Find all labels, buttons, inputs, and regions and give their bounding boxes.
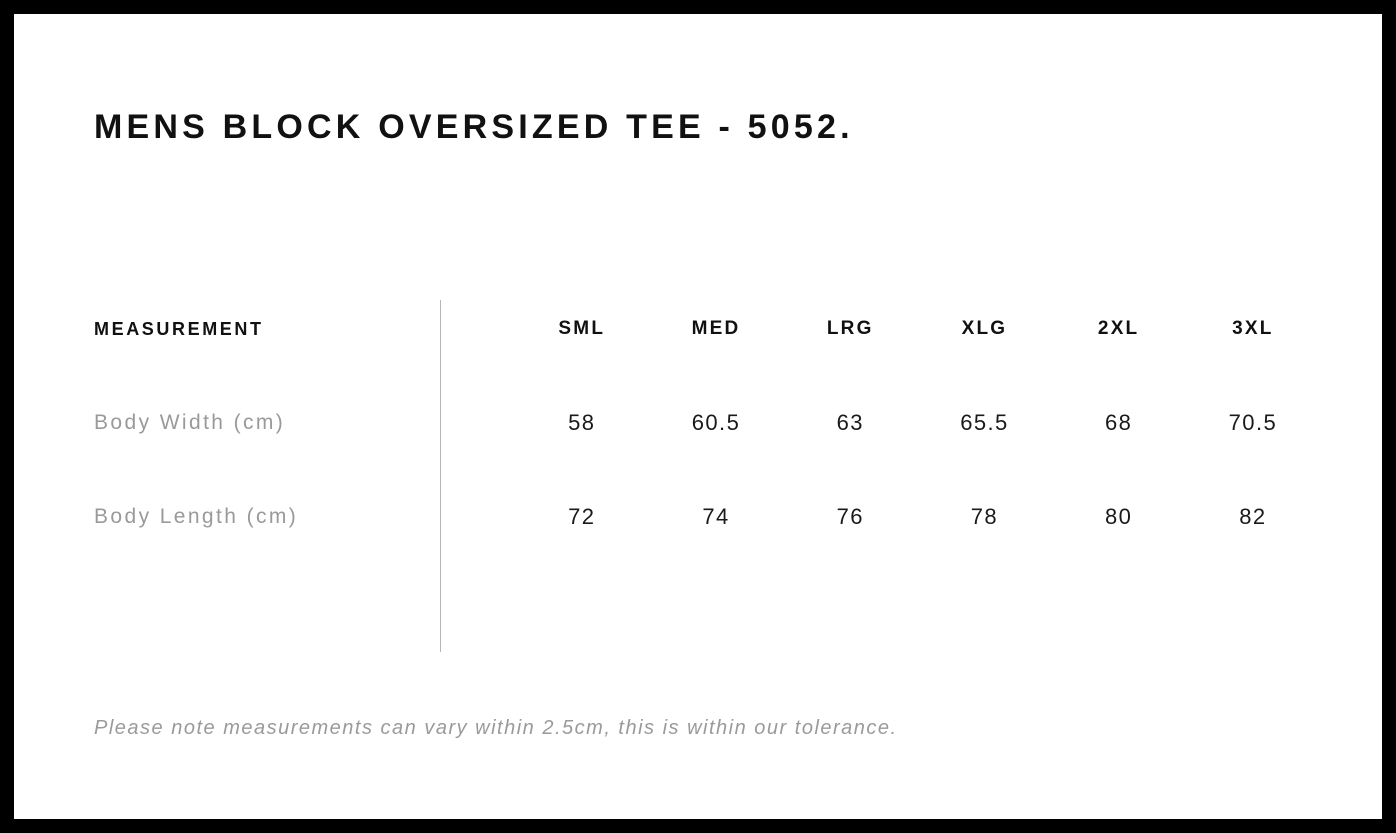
size-header-xlg: XLG	[961, 318, 1008, 339]
size-header-sml: SML	[558, 318, 606, 339]
cell-body-length-3xl: 82	[1239, 504, 1267, 529]
size-header-med: MED	[691, 318, 741, 339]
size-header-lrg: LRG	[826, 318, 874, 339]
cell-body-width-sml: 58	[568, 410, 596, 435]
page-title: MENS BLOCK OVERSIZED TEE - 5052.	[94, 108, 854, 146]
tolerance-note: Please note measurements can vary within 2.5cm, this is within our tolerance.	[94, 717, 898, 739]
cell-body-width-3xl: 70.5	[1228, 410, 1278, 435]
row-label-body-length: Body Length (cm)	[94, 505, 299, 528]
cell-body-length-xlg: 78	[970, 504, 999, 529]
column-divider	[440, 300, 441, 652]
cell-body-length-sml: 72	[568, 504, 596, 529]
cell-body-width-2xl: 68	[1105, 410, 1133, 435]
cell-body-length-2xl: 80	[1105, 504, 1133, 529]
size-chart-page	[14, 14, 1382, 819]
cell-body-length-lrg: 76	[836, 504, 864, 529]
size-header-3xl: 3XL	[1232, 318, 1274, 339]
cell-body-width-xlg: 65.5	[960, 410, 1009, 435]
size-table	[94, 282, 1320, 564]
size-table-container	[94, 282, 1324, 564]
row-label-body-width: Body Width (cm)	[94, 411, 286, 434]
measurement-header: MEASUREMENT	[94, 318, 264, 339]
table-header-row	[94, 282, 1320, 376]
cell-body-length-med: 74	[702, 504, 730, 529]
size-header-2xl: 2XL	[1097, 318, 1140, 339]
table-row	[94, 470, 1320, 564]
cell-body-width-med: 60.5	[691, 410, 741, 435]
table-row	[94, 376, 1320, 470]
cell-body-width-lrg: 63	[836, 410, 864, 435]
